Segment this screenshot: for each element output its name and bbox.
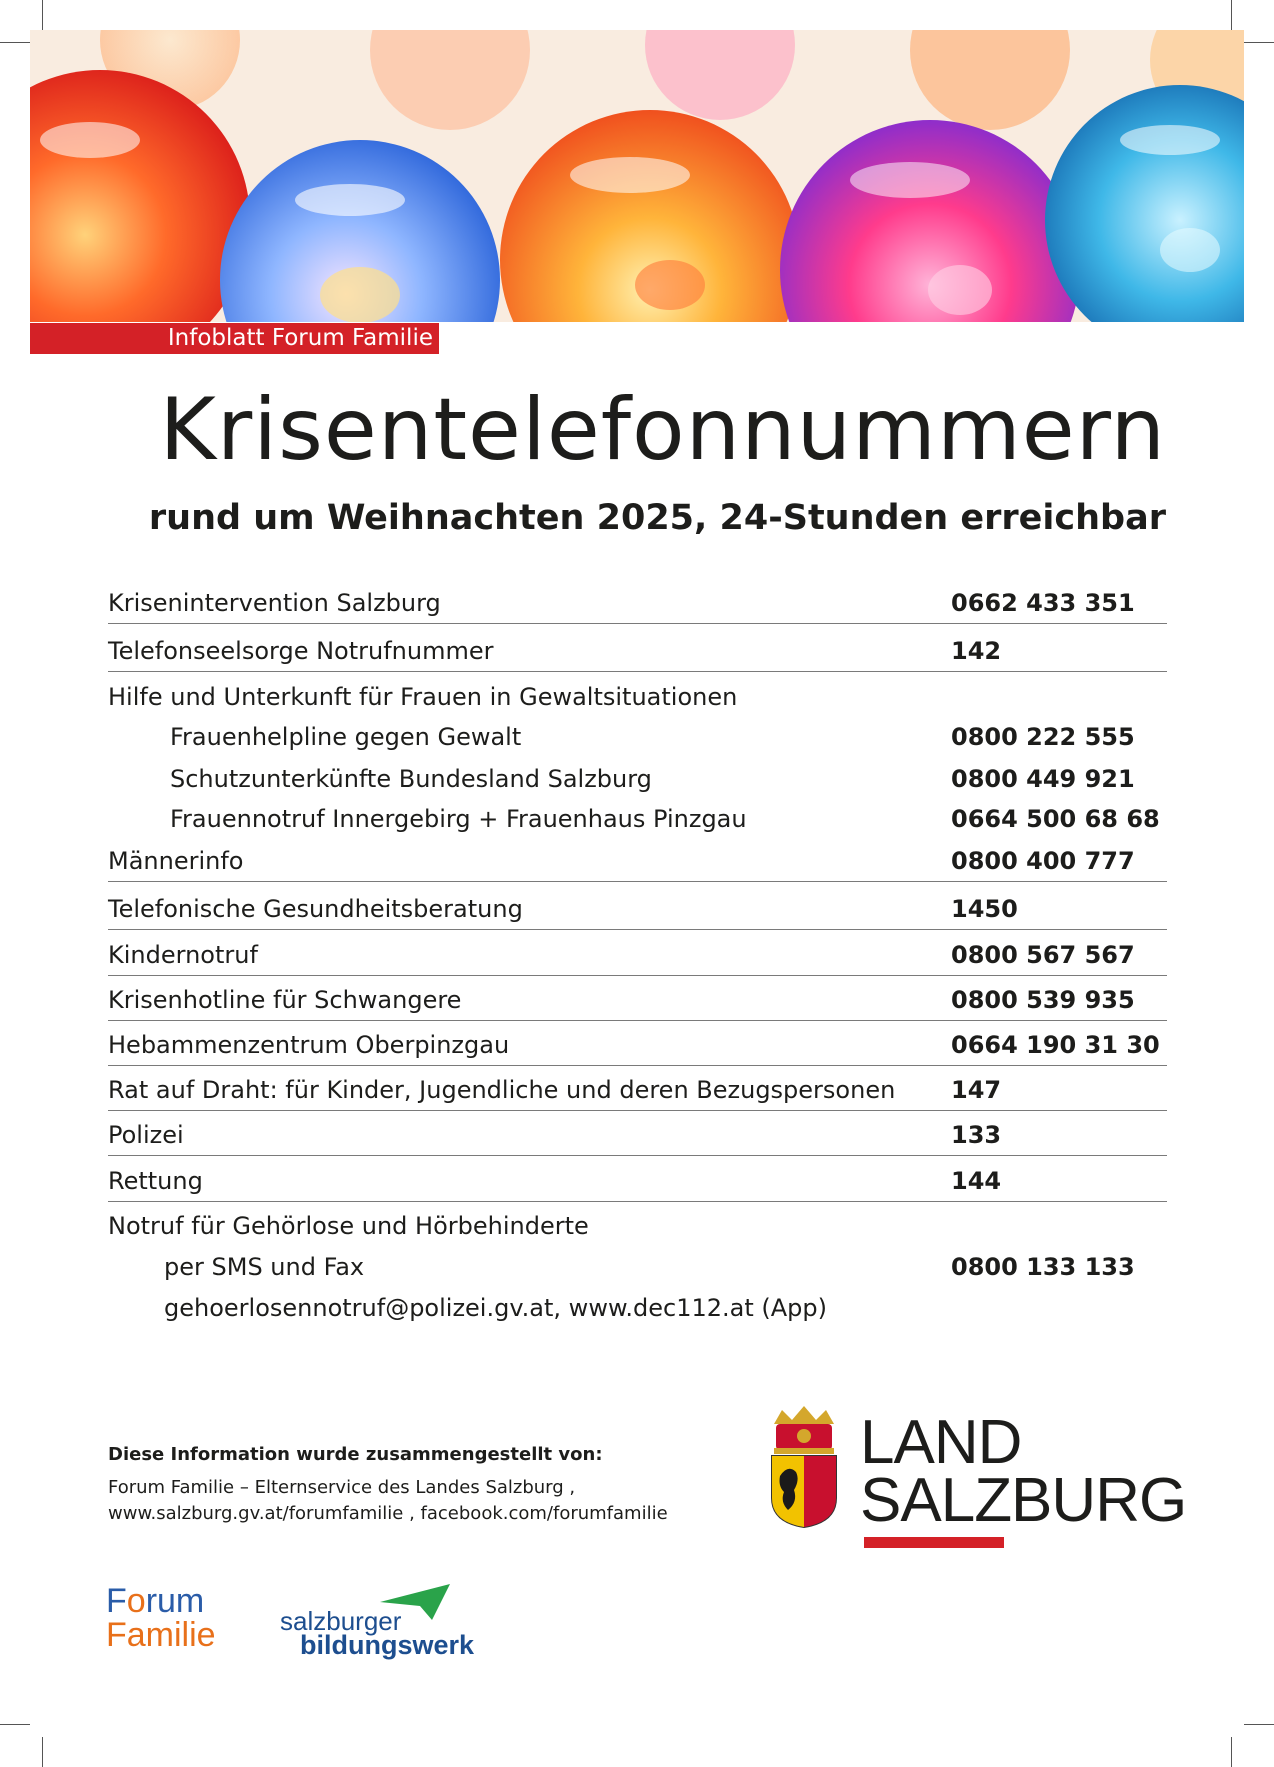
hotline-row [108,889,1167,930]
forum-familie-o: o [126,1582,146,1620]
hotline-number: 0662 433 351 [951,589,1135,617]
land-salzburg-line1: LAND [860,1408,1022,1477]
hotline-row [108,583,1167,624]
crop-mark [42,0,43,30]
hotline-number: 0664 500 68 68 [951,805,1160,833]
hotline-row [108,1115,1167,1156]
crop-mark [1231,1737,1232,1767]
compiled-by-links: www.salzburg.gv.at/forumfamilie , facebook.com/forumfamilie [108,1503,668,1524]
hotline-label: Hebammenzentrum Oberpinzgau [108,1031,510,1059]
land-salzburg-red-bar [864,1537,1004,1548]
bildungswerk-line2: bildungswerk [300,1630,475,1660]
hotline-number: 133 [951,1121,1002,1149]
hotline-row [108,631,1167,672]
hotline-row [108,1161,1167,1202]
crop-mark [1244,42,1274,43]
bildungswerk-line1: salzburger [280,1606,402,1636]
page-title: Krisentelefonnummern [159,380,1166,480]
hotline-number: 0800 567 567 [951,941,1135,969]
forum-familie-familie: Familie [106,1616,216,1654]
crop-mark [0,1724,30,1725]
hotline-label: Telefonseelsorge Notrufnummer [108,637,494,665]
hotline-number: 0800 133 133 [951,1253,1135,1281]
hotline-row [108,1025,1167,1066]
hotline-number: 0664 190 31 30 [951,1031,1160,1059]
hotline-row [108,1070,1167,1111]
hotline-number: 0800 400 777 [951,847,1135,875]
hotline-label: Schutzunterkünfte Bundesland Salzburg [170,765,652,793]
hotline-row [108,1206,1167,1246]
forum-familie-rum: rum [145,1582,205,1620]
hotline-label: gehoerlosennotruf@polizei.gv.at, www.dec112.at (App) [164,1294,827,1322]
hotline-row [108,717,1167,757]
compiled-by-heading: Diese Information wurde zusammengestellt von: [108,1444,603,1465]
hotline-number: 147 [951,1076,1002,1104]
hotline-row [108,841,1167,882]
hotline-label: Polizei [108,1121,184,1149]
crop-mark [42,1737,43,1767]
hotline-row [108,677,1167,717]
hotline-number: 0800 449 921 [951,765,1135,793]
hotline-label: Kindernotruf [108,941,258,969]
hero-image [30,30,1244,322]
hotline-number: 1450 [951,895,1018,923]
hotline-row [108,759,1167,799]
hotline-label: Männerinfo [108,847,244,875]
hotline-number: 144 [951,1167,1002,1195]
land-salzburg-line2: SALZBURG [860,1466,1187,1535]
hotline-label: Telefonische Gesundheitsberatung [108,895,523,923]
crop-mark [0,42,30,43]
page-subtitle: rund um Weihnachten 2025, 24-Stunden erreichbar [148,498,1166,538]
forum-familie-logo [106,1584,216,1652]
forum-familie-f: F [106,1582,127,1620]
compiled-by-note [108,1444,668,1527]
hotline-row [108,1288,1167,1328]
infoblatt-tag-label: Infoblatt Forum Familie [167,325,433,351]
crop-mark [1244,1724,1274,1725]
hotline-label: Notruf für Gehörlose und Hörbehinderte [108,1212,589,1240]
hotline-label: per SMS und Fax [164,1253,365,1281]
land-salzburg-wordmark [860,1408,1187,1535]
crop-mark [1231,0,1232,30]
land-salzburg-coat-of-arms-icon [768,1406,840,1532]
hotline-label: Rettung [108,1167,203,1195]
hotline-label: Hilfe und Unterkunft für Frauen in Gewaltsituationen [108,683,738,711]
hotline-label: Frauennotruf Innergebirg + Frauenhaus Pinzgau [170,805,747,833]
hotline-row [108,980,1167,1021]
hotline-label: Krisenintervention Salzburg [108,589,441,617]
hotline-row [108,935,1167,976]
hotline-number: 142 [951,637,1002,665]
hotline-label: Frauenhelpline gegen Gewalt [170,723,522,751]
hotline-row [108,1247,1167,1287]
infoblatt-tag [30,323,439,354]
hotline-label: Rat auf Draht: für Kinder, Jugendliche und deren Bezugspersonen [108,1076,896,1104]
hotline-label: Krisenhotline für Schwangere [108,986,462,1014]
compiled-by-line: Forum Familie – Elternservice des Landes Salzburg , [108,1477,576,1498]
hotline-row [108,799,1167,839]
hotline-number: 0800 222 555 [951,723,1135,751]
hotline-number: 0800 539 935 [951,986,1135,1014]
